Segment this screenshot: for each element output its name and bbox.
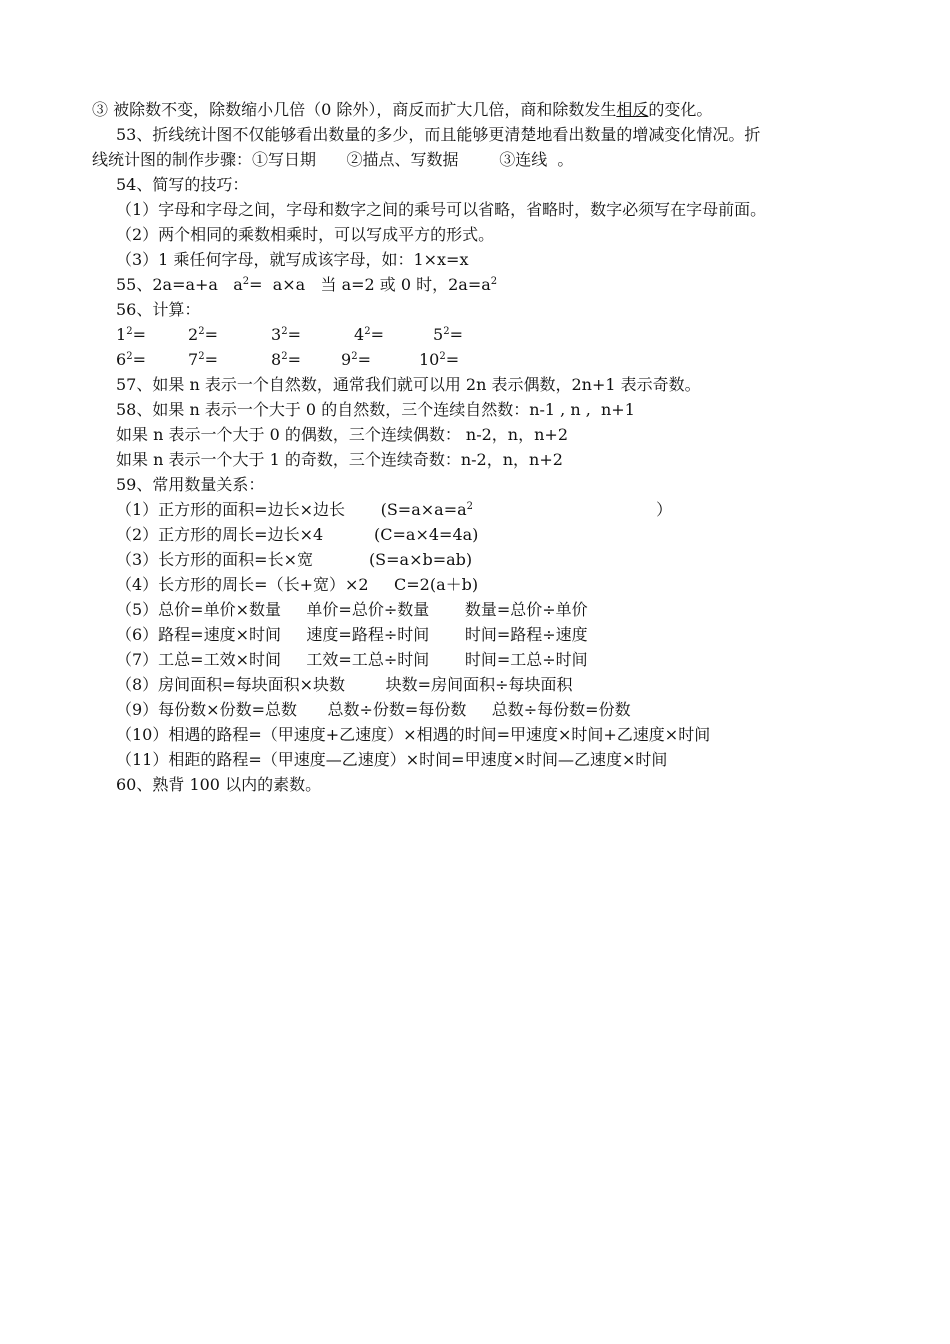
square-base: 4 <box>354 325 365 344</box>
item-54-rule-1: （1）字母和字母之间，字母和数字之间的乘号可以省略，省略时，数字必须写在字母前面。 <box>116 200 767 219</box>
square-base: 3 <box>271 325 282 344</box>
square-base: 2 <box>188 325 199 344</box>
square-6 <box>116 350 146 370</box>
square-10 <box>419 350 459 370</box>
item-53-line-1: 53、折线统计图不仅能够看出数量的多少，而且能够更清楚地看出数量的增减变化情况。折 <box>116 125 761 144</box>
equals-sign: = <box>287 350 301 369</box>
square-9 <box>341 350 371 370</box>
item-59-heading: 59、常用数量关系： <box>116 475 265 494</box>
item-56-heading: 56、计算： <box>116 300 201 319</box>
relation-1-close: ） <box>473 500 673 519</box>
square-exponent: 2 <box>198 351 205 362</box>
square-base: 6 <box>116 350 127 369</box>
item-57: 57、如果 n 表示一个自然数，通常我们就可以用 2n 表示偶数，2n+1 表示奇数。 <box>116 375 701 394</box>
square-exponent: 2 <box>443 326 450 337</box>
square-5 <box>433 325 463 345</box>
equals-sign: = <box>287 325 301 344</box>
relation-9: （9）每份数×份数=总数 总数÷份数=每份数 总数÷每份数=份数 <box>116 700 631 719</box>
square-8 <box>271 350 301 370</box>
line-divisor-rule-end: 的变化。 <box>648 100 713 119</box>
item-55-part-a: 55、2a=a+a a <box>116 275 243 294</box>
item-60: 60、熟背 100 以内的素数。 <box>116 775 322 794</box>
square-exponent: 2 <box>126 326 133 337</box>
line-divisor-rule <box>92 100 712 120</box>
square-4 <box>354 325 384 345</box>
item-53-line-2: 线统计图的制作步骤：①写日期 ②描点、写数据 ③连线 。 <box>92 150 574 169</box>
item-58-natural: 58、如果 n 表示一个大于 0 的自然数，三个连续自然数：n-1 , n , n+1 <box>116 400 635 419</box>
item-58-odd: 如果 n 表示一个大于 1 的奇数，三个连续奇数：n-2，n，n+2 <box>116 450 563 469</box>
equals-sign: = <box>204 350 218 369</box>
equals-sign: = <box>370 325 384 344</box>
item-54-heading: 54、简写的技巧： <box>116 175 249 194</box>
square-3 <box>271 325 301 345</box>
square-base: 9 <box>341 350 352 369</box>
equals-sign: = <box>132 350 146 369</box>
item-55-part-b: = a×a 当 a=2 或 0 时，2a=a <box>249 275 491 294</box>
item-54-rule-3: （3）1 乘任何字母，就写成该字母，如：1×x=x <box>116 250 469 269</box>
square-exponent: 2 <box>351 351 358 362</box>
relation-5: （5）总价=单价×数量 单价=总价÷数量 数量=总价÷单价 <box>116 600 588 619</box>
equals-sign: = <box>445 350 460 369</box>
equals-sign: = <box>204 325 218 344</box>
square-base: 5 <box>433 325 444 344</box>
square-exponent: 2 <box>281 351 288 362</box>
square-7 <box>188 350 218 370</box>
relation-1-exponent: 2 <box>466 501 474 512</box>
relation-1 <box>116 500 672 520</box>
square-exponent: 2 <box>439 351 446 362</box>
square-base: 8 <box>271 350 282 369</box>
square-exponent: 2 <box>198 326 205 337</box>
relation-10: （10）相遇的路程=（甲速度+乙速度）×相遇的时间=甲速度×时间+乙速度×时间 <box>116 725 711 744</box>
item-55 <box>116 275 497 295</box>
square-base: 1 <box>116 325 127 344</box>
square-2 <box>188 325 218 345</box>
square-1 <box>116 325 146 345</box>
square-exponent: 2 <box>364 326 371 337</box>
square-exponent: 2 <box>126 351 133 362</box>
equals-sign: = <box>449 325 463 344</box>
equals-sign: = <box>132 325 146 344</box>
relation-1-text: （1）正方形的面积=边长×边长 (S=a×a=a <box>116 500 467 519</box>
relation-6: （6）路程=速度×时间 速度=路程÷时间 时间=路程÷速度 <box>116 625 588 644</box>
relation-11: （11）相距的路程=（甲速度—乙速度）×时间=甲速度×时间—乙速度×时间 <box>116 750 668 769</box>
square-base: 10 <box>419 350 440 369</box>
item-54-rule-2: （2）两个相同的乘数相乘时，可以写成平方的形式。 <box>116 225 495 244</box>
item-55-exponent-a: 2 <box>242 276 250 287</box>
relation-2: （2）正方形的周长=边长×4 (C=a×4=4a) <box>116 525 479 544</box>
square-base: 7 <box>188 350 199 369</box>
item-55-exponent-b: 2 <box>490 276 498 287</box>
equals-sign: = <box>357 350 371 369</box>
relation-3: （3）长方形的面积=长×宽 (S=a×b=ab) <box>116 550 473 569</box>
square-exponent: 2 <box>281 326 288 337</box>
relation-4: （4）长方形的周长=（长+宽）×2 C=2(a＋b) <box>116 575 479 594</box>
underlined-word: 相反 <box>616 100 649 119</box>
relation-7: （7）工总=工效×时间 工效=工总÷时间 时间=工总÷时间 <box>116 650 588 669</box>
relation-8: （8）房间面积=每块面积×块数 块数=房间面积÷每块面积 <box>116 675 573 694</box>
item-58-even: 如果 n 表示一个大于 0 的偶数，三个连续偶数： n-2，n，n+2 <box>116 425 569 444</box>
line-divisor-rule-text: ③ 被除数不变，除数缩小几倍（0 除外），商反而扩大几倍，商和除数发生 <box>92 100 617 119</box>
